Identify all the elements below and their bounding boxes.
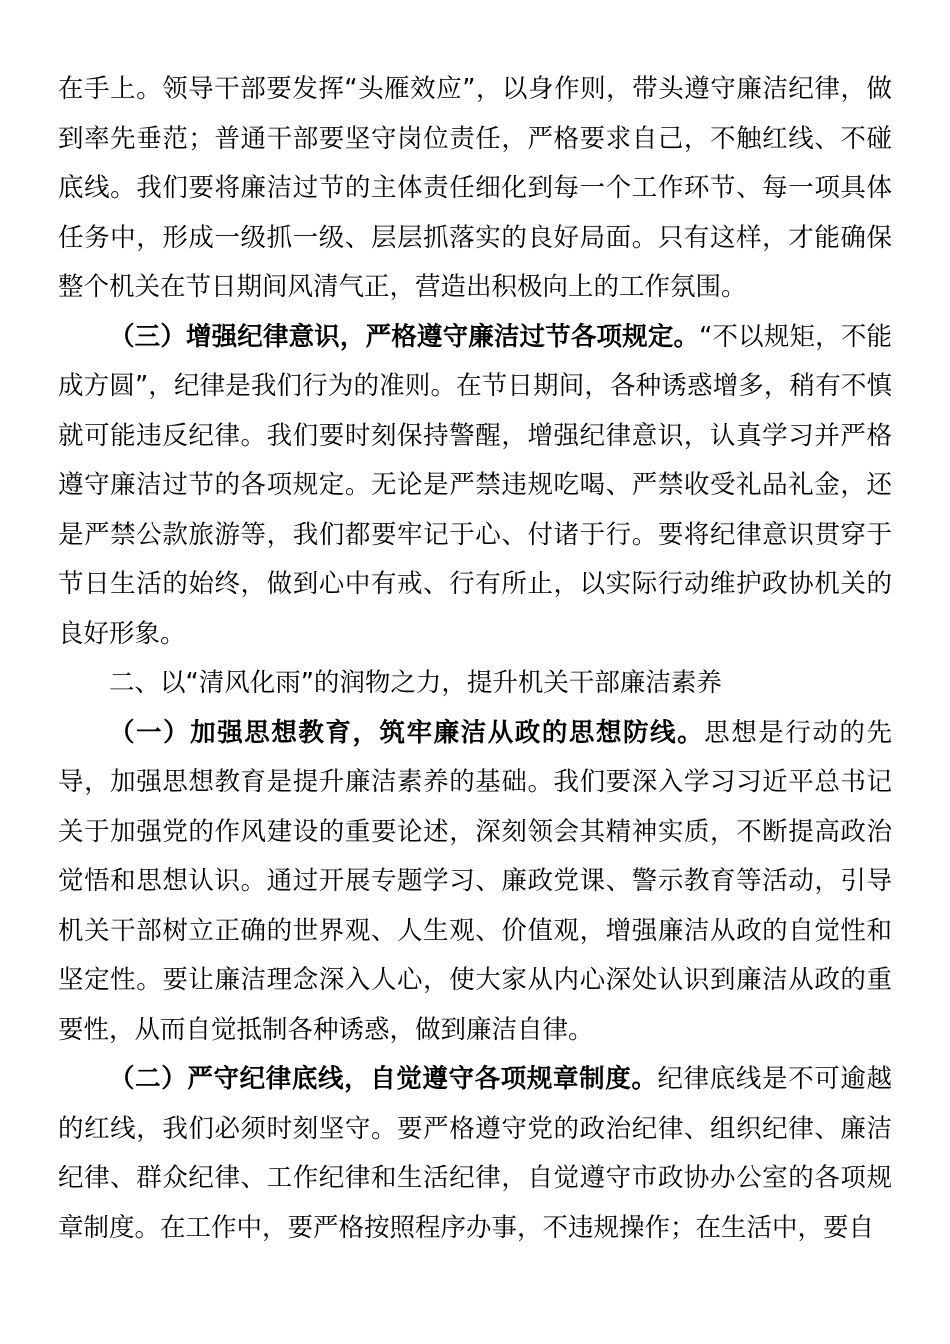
paragraph-body: “不以规矩，不能成方圆”，纪律是我们行为的准则。在节日期间，各种诱惑增多，稍有不慎就可能违反纪律。我们要时刻保持警醒，增强纪律意识，认真学习并严格遵守廉洁过节的各项规定。无论是严禁违规吃喝、严禁收受礼品礼金，还是严禁公款旅游等，我们都要牢记于心、付诸于行。要将纪律意识贯穿于节日生活的始终，做到心中有戒、行有所止，以实际行动维护政协机关的良好形象。 (58, 321, 892, 649)
paragraph-heading: （三）增强纪律意识，严格遵守廉洁过节各项规定。 (109, 321, 700, 352)
paragraph-discipline-awareness (58, 313, 892, 660)
paragraph-body: 思想是行动的先导，加强思想教育是提升廉洁素养的基础。我们要深入学习习近平总书记关于加强党的作风建设的重要论述，深刻领会其精神实质，不断提高政治觉悟和思想认识。通过开展专题学习、廉政党课、警示教育等活动，引导机关干部树立正确的世界观、人生观、价值观，增强廉洁从政的自觉性和坚定性。要让廉洁理念深入人心，使大家从内心深处认识到廉洁从政的重要性，从而自觉抵制各种诱惑，做到廉洁自律。 (58, 717, 892, 1045)
document-page (58, 65, 892, 1253)
paragraph-ideological-education (58, 709, 892, 1056)
paragraph-body: 纪律底线是不可逾越的红线，我们必须时刻坚守。要严格遵守党的政治纪律、组织纪律、廉洁纪律、群众纪律、工作纪律和生活纪律，自觉遵守市政协办公室的各项规章制度。在工作中，要严格按照程序办事，不违规操作；在生活中，要自 (58, 1064, 892, 1243)
paragraph-discipline-bottom-line (58, 1055, 892, 1253)
paragraph-heading: （二）严守纪律底线，自觉遵守各项规章制度。 (109, 1064, 658, 1094)
section-title: 二、以“清风化雨”的润物之力，提升机关干部廉洁素养 (109, 668, 722, 698)
paragraph-heading: （一）加强思想教育，筑牢廉洁从政的思想防线。 (109, 717, 705, 748)
paragraph-continuation: 在手上。领导干部要发挥“头雁效应”，以身作则，带头遵守廉洁纪律，做到率先垂范；普通干部要坚守岗位责任，严格要求自己，不触红线、不碰底线。我们要将廉洁过节的主体责任细化到每一个工作环节、每一项具体任务中，形成一级抓一级、层层抓落实的良好局面。只有这样，才能确保整个机关在节日期间风清气正，营造出积极向上的工作氛围。 (58, 74, 892, 302)
